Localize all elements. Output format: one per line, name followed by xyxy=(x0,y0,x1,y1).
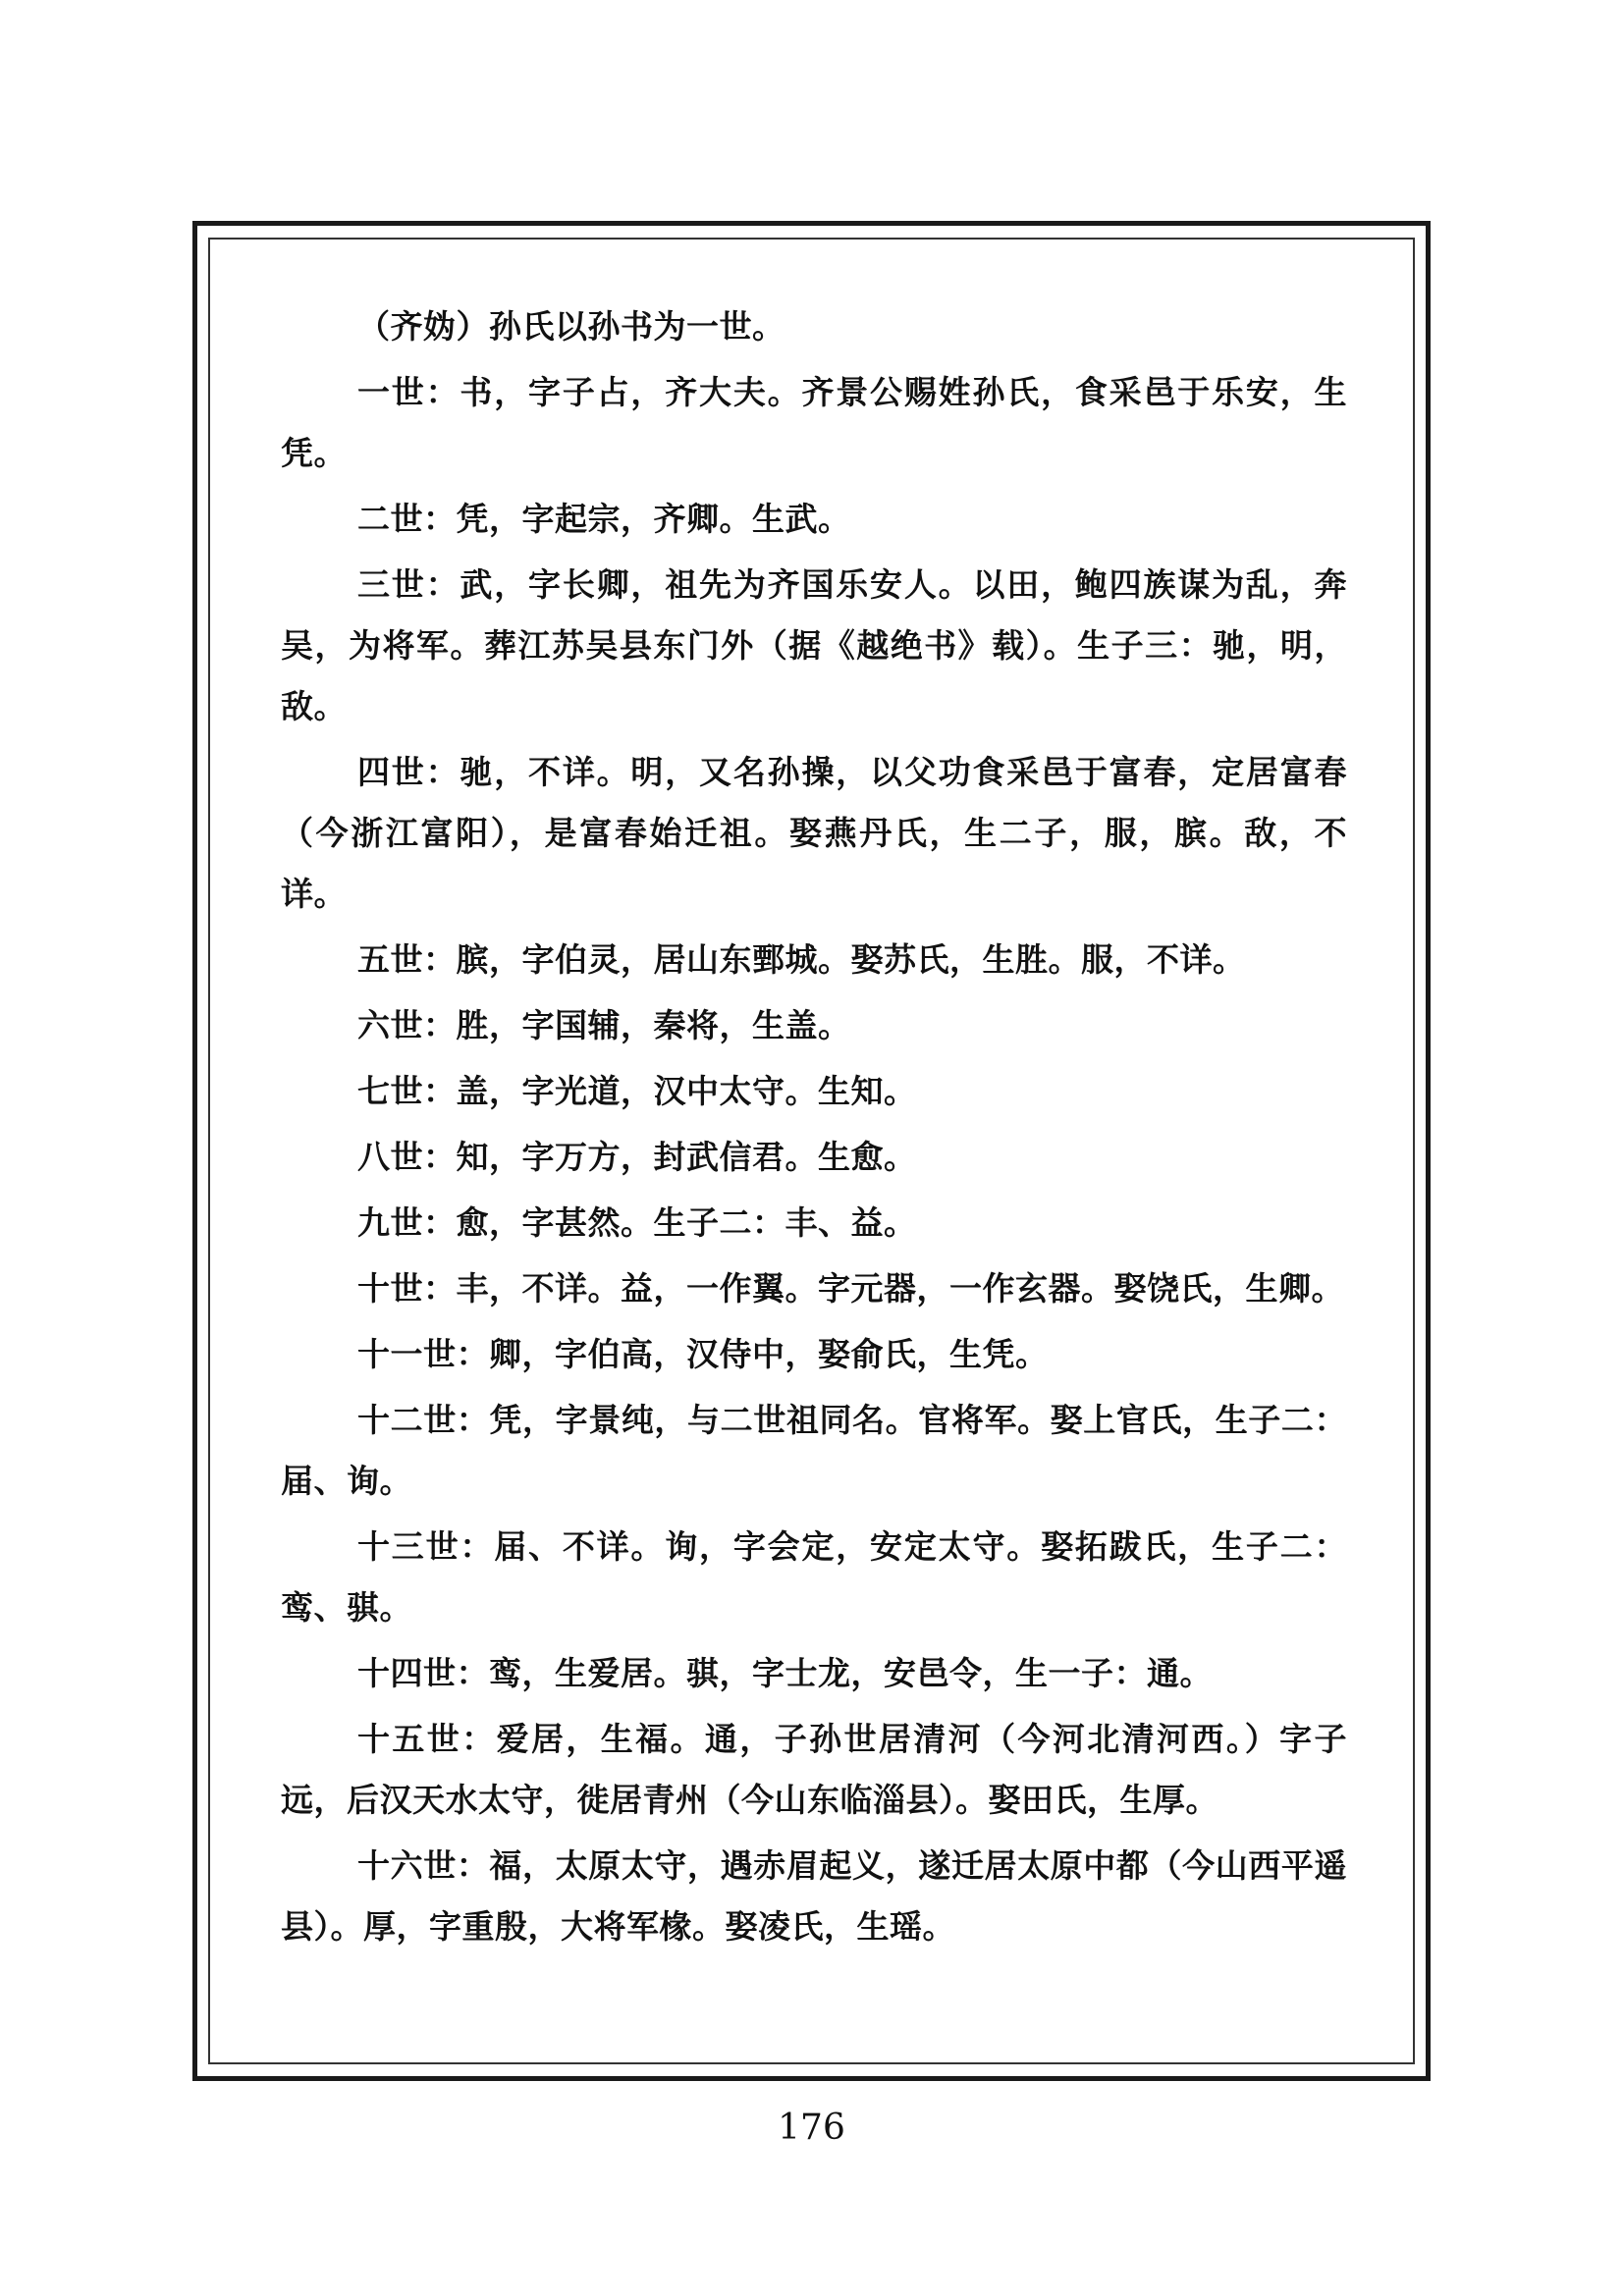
genealogy-text xyxy=(281,296,1347,1957)
paragraph-generation-1: 一世：书，字子占，齐大夫。齐景公赐姓孙氏，食采邑于乐安，生凭。 xyxy=(281,373,1347,472)
page-number: 176 xyxy=(778,2108,845,2148)
paragraph-generation-12: 十二世：凭，字景纯，与二世祖同名。官将军。娶上官氏，生子二：届、询。 xyxy=(281,1401,1347,1500)
paragraph-generation-6: 六世：胜，字国辅，秦将，生盖。 xyxy=(357,1006,851,1044)
paragraph-generation-3: 三世：武，字长卿，祖先为齐国乐安人。以田，鲍四族谋为乱，奔吴，为将军。葬江苏吴县东门外（据《越绝书》载）。生子三：驰，明，敌。 xyxy=(281,565,1347,725)
paragraph-generation-11: 十一世：卿，字伯高，汉侍中，娶俞氏，生凭。 xyxy=(357,1335,1049,1373)
paragraph-generation-15: 十五世：爱居，生福。通，子孙世居清河（今河北清河西。）字子远，后汉天水太守，徙居青州（今山东临淄县）。娶田氏，生厚。 xyxy=(281,1720,1347,1819)
paragraph-generation-9: 九世：愈，字甚然。生子二：丰、益。 xyxy=(357,1203,917,1242)
paragraph-generation-7: 七世：盖，字光道，汉中太守。生知。 xyxy=(357,1072,917,1110)
paragraph-generation-16: 十六世：福，太原太守，遇赤眉起义，遂迁居太原中都（今山西平遥县）。厚，字重殷，大将军椽。娶凌氏，生瑶。 xyxy=(281,1846,1347,1946)
paragraph-generation-14: 十四世：鸾，生爱居。骐，字士龙，安邑令，生一子：通。 xyxy=(357,1654,1213,1692)
paragraph-generation-4: 四世：驰，不详。明，又名孙操，以父功食采邑于富春，定居富春（今浙江富阳），是富春始迁祖。娶燕丹氏，生二子，服，膑。敌，不详。 xyxy=(281,753,1347,913)
paragraph-generation-5: 五世：膑，字伯灵，居山东鄄城。娶苏氏，生胜。服，不详。 xyxy=(357,940,1246,979)
paragraph-generation-2: 二世：凭，字起宗，齐卿。生武。 xyxy=(357,500,851,538)
paragraph-generation-8: 八世：知，字万方，封武信君。生愈。 xyxy=(357,1138,917,1176)
paragraph-generation-13: 十三世：届、不详。询，字会定，安定太守。娶拓跋氏，生子二：鸾、骐。 xyxy=(281,1527,1347,1627)
paragraph-generation-10: 十世：丰，不详。益，一作翼。字元器，一作玄器。娶饶氏，生卿。 xyxy=(357,1269,1344,1308)
paragraph-intro: （齐妫）孙氏以孙书为一世。 xyxy=(357,307,785,346)
